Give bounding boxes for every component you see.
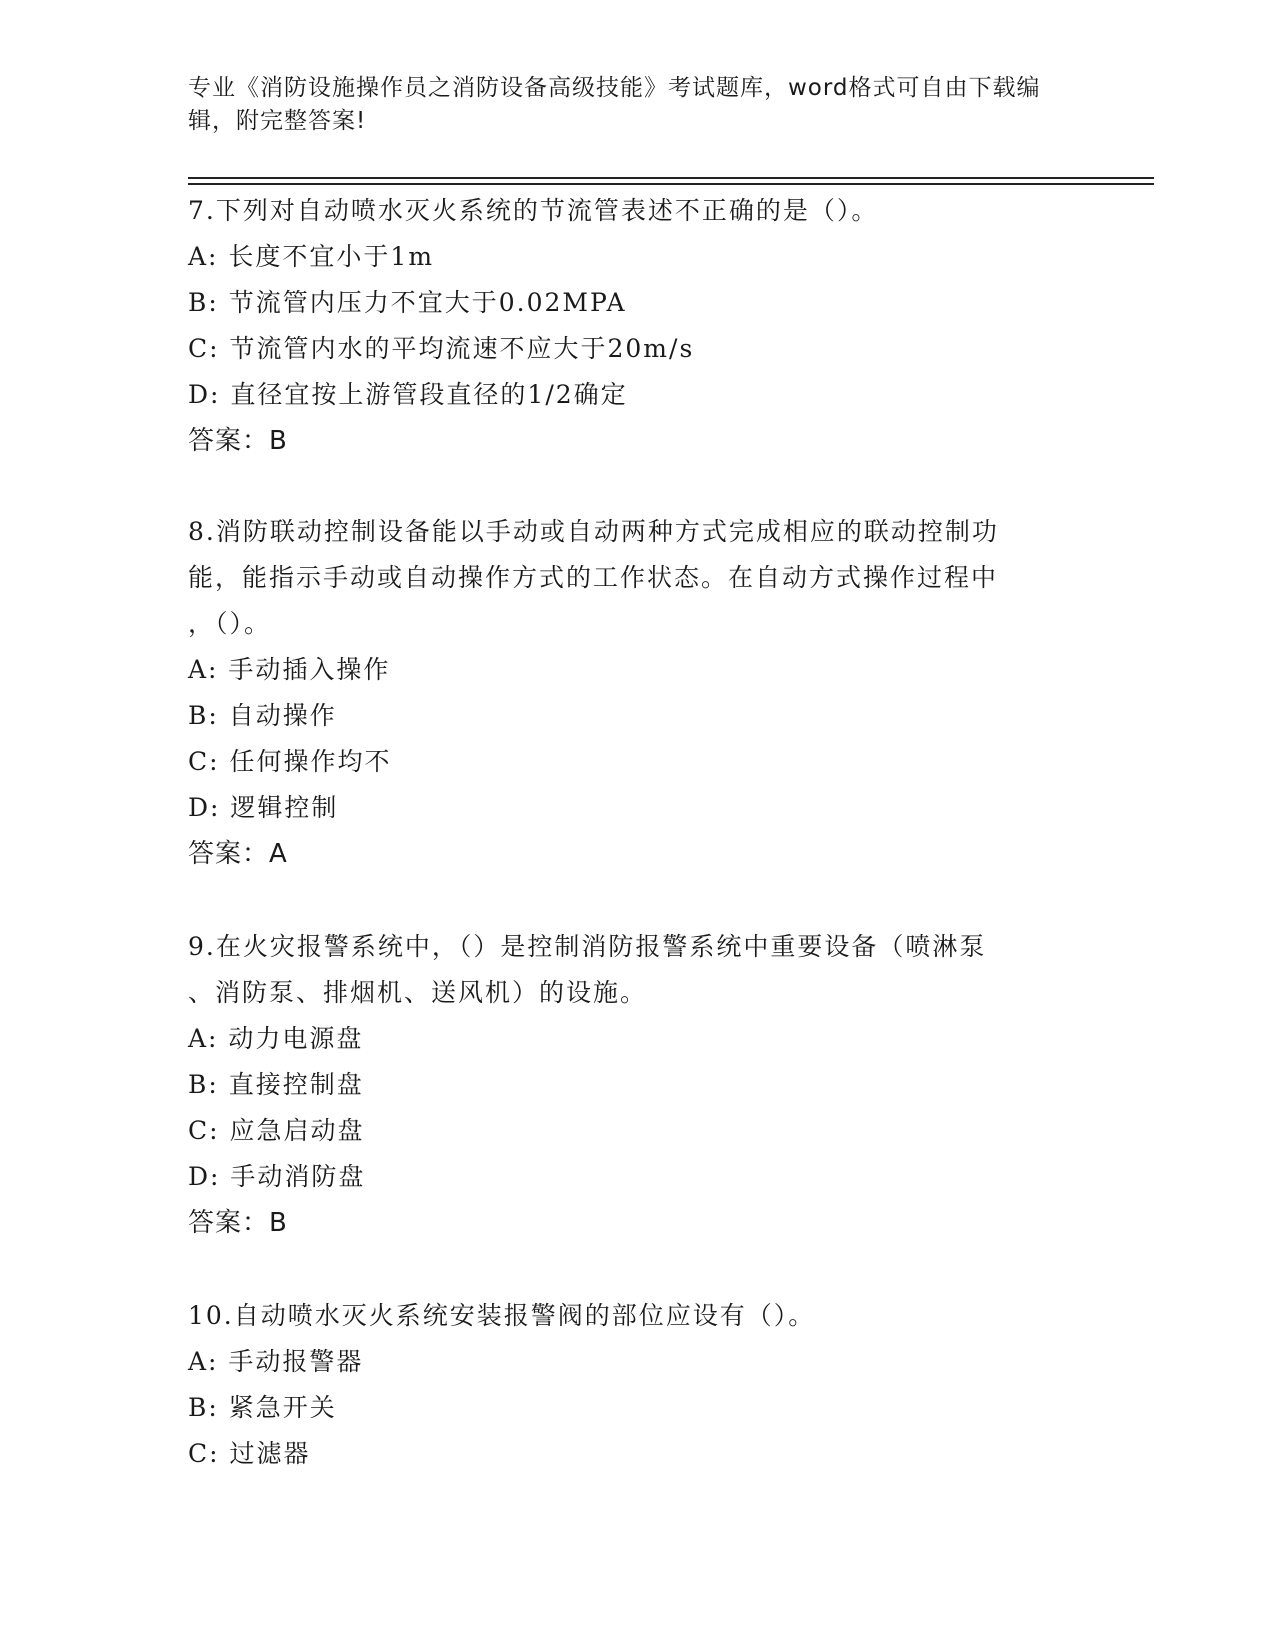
question-stem: 10.自动喷水灭火系统安装报警阀的部位应设有（）。 xyxy=(188,1301,816,1330)
option-c: C: 节流管内水的平均流速不应大于20m/s xyxy=(188,334,695,363)
question-stem: 7.下列对自动喷水灭火系统的节流管表述不正确的是（）。 xyxy=(188,196,879,225)
answer: 答案：B xyxy=(188,1208,288,1238)
option-b: B: 自动操作 xyxy=(188,701,337,730)
question-stem: 9.在火灾报警系统中，（）是控制消防报警系统中重要设备（喷淋泵 xyxy=(188,932,987,961)
option-b: B: 紧急开关 xyxy=(188,1393,337,1422)
answer: 答案：A xyxy=(188,839,288,869)
question-8 xyxy=(188,509,1088,877)
option-c: C: 过滤器 xyxy=(188,1439,311,1468)
option-c: C: 应急启动盘 xyxy=(188,1116,365,1145)
question-stem: 8.消防联动控制设备能以手动或自动两种方式完成相应的联动控制功 xyxy=(188,517,999,546)
header-line-1: 专业《消防设施操作员之消防设备高级技能》考试题库，word格式可自由下载编 xyxy=(188,75,1041,101)
option-b: B: 节流管内压力不宜大于0.02MPA xyxy=(188,288,627,317)
question-10 xyxy=(188,1293,1088,1477)
header-divider-top xyxy=(188,177,1154,179)
question-9 xyxy=(188,924,1088,1246)
question-stem: 能，能指示手动或自动操作方式的工作状态。在自动方式操作过程中 xyxy=(188,563,999,592)
option-b: B: 直接控制盘 xyxy=(188,1070,364,1099)
option-d: D: 直径宜按上游管段直径的1/2确定 xyxy=(188,380,628,409)
option-d: D: 逻辑控制 xyxy=(188,793,339,822)
question-stem: 、消防泵、排烟机、送风机）的设施。 xyxy=(188,978,648,1007)
header-line-2: 辑，附完整答案! xyxy=(188,108,367,134)
option-a: A: 长度不宜小于1m xyxy=(188,242,435,271)
option-a: A: 手动插入操作 xyxy=(188,655,391,684)
question-stem: ，（）。 xyxy=(188,609,272,638)
option-a: A: 手动报警器 xyxy=(188,1347,364,1376)
question-7 xyxy=(188,188,1088,464)
document-header xyxy=(188,72,1088,138)
option-d: D: 手动消防盘 xyxy=(188,1162,366,1191)
option-a: A: 动力电源盘 xyxy=(188,1024,364,1053)
option-c: C: 任何操作均不 xyxy=(188,747,392,776)
answer: 答案：B xyxy=(188,426,288,456)
header-divider-bottom xyxy=(188,183,1154,185)
